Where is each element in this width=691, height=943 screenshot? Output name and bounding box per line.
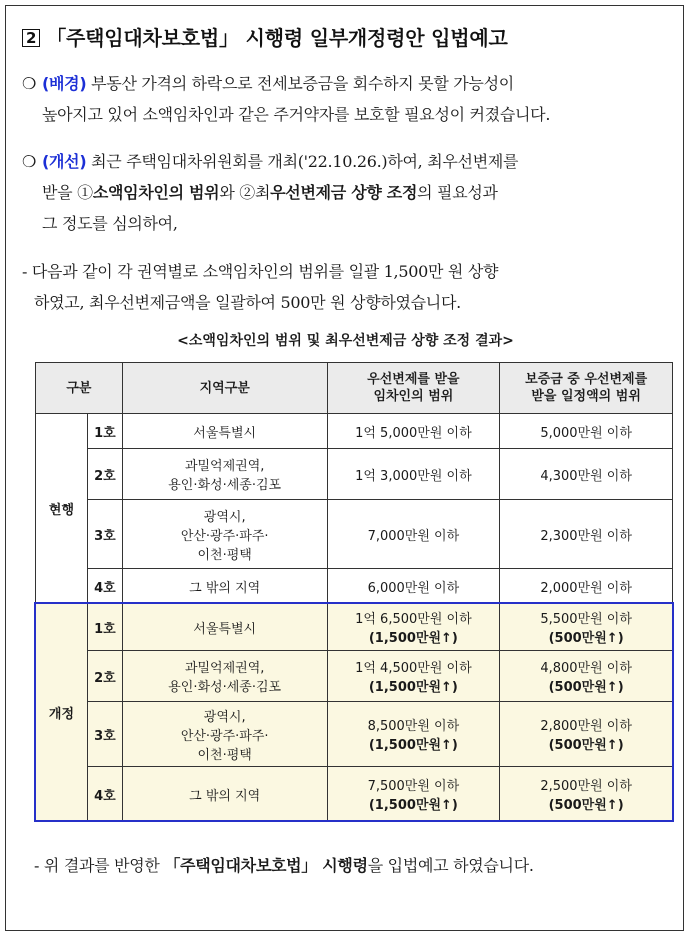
amount-increase: (500만원↑) (548, 631, 624, 646)
region-line: 서울특별시 (193, 621, 257, 637)
region-line: 이천·평택 (197, 747, 252, 763)
amount-cell (500, 702, 673, 767)
table-caption: <소액임차인의 범위 및 최우선변제금 상향 조정 결과> (177, 333, 514, 349)
row-number: 4호 (87, 569, 122, 604)
region-line: 안산·광주·파주· (180, 728, 269, 744)
amount-cell: 5,000만원 이하 (500, 414, 673, 449)
range-value: 1억 6,500만원 이하 (355, 612, 472, 627)
table-header-row (36, 363, 673, 414)
row-number: 3호 (87, 500, 122, 569)
conclusion-paragraph (22, 850, 672, 881)
header-range-line2: 임차인의 범위 (373, 389, 454, 404)
amount-value: 4,800만원 이하 (540, 661, 632, 676)
range-cell: 6,000만원 이하 (327, 569, 500, 604)
range-cell (327, 604, 500, 651)
improvement-text: 와 ②최 (219, 183, 271, 202)
improvement-bold-amount: 우선변제금 상향 조정 (270, 183, 418, 202)
section-number: 2 (22, 29, 40, 47)
adjustment-table (35, 362, 673, 822)
result-paragraph (22, 256, 672, 318)
range-cell (327, 651, 500, 702)
amount-value: 5,500만원 이하 (540, 612, 632, 627)
range-cell (327, 767, 500, 822)
range-cell (327, 702, 500, 767)
row-number: 1호 (87, 414, 122, 449)
region-line: 서울특별시 (193, 425, 257, 441)
header-amount-line2: 받을 일정액의 범위 (531, 389, 641, 404)
region-cell (122, 449, 327, 500)
range-increase: (1,500만원↑) (368, 680, 458, 695)
region-line: 그 밖의 지역 (189, 580, 261, 596)
row-number: 2호 (87, 651, 122, 702)
table-row (36, 702, 673, 767)
range-value: 8,500만원 이하 (367, 719, 460, 734)
amount-cell (500, 767, 673, 822)
bullet-circle-icon: ❍ (22, 152, 37, 171)
amount-cell (500, 604, 673, 651)
region-line: 그 밖의 지역 (189, 788, 261, 804)
range-cell: 1억 5,000만원 이하 (327, 414, 500, 449)
conclusion-text: 을 입법예고 하였습니다. (367, 856, 534, 875)
conclusion-text: - 위 결과를 반영한 (34, 856, 165, 875)
header-region: 지역구분 (122, 363, 327, 414)
region-line: 광역시, (203, 509, 246, 525)
amount-increase: (500만원↑) (548, 738, 624, 753)
improvement-paragraph (22, 146, 672, 239)
conclusion-law-name: 「주택임대차보호법」 시행령 (164, 856, 368, 875)
table-row (36, 604, 673, 651)
range-increase: (1,500만원↑) (368, 798, 458, 813)
region-line: 광역시, (203, 709, 246, 725)
amount-value: 2,500만원 이하 (540, 779, 632, 794)
region-cell (122, 702, 327, 767)
background-tag: (배경) (42, 74, 87, 93)
header-amount-line1: 보증금 중 우선변제를 (525, 372, 648, 387)
result-line2: 하였고, 최우선변제금액을 일괄하여 500만 원 상향하였습니다. (34, 293, 461, 312)
amount-increase: (500만원↑) (548, 680, 624, 695)
amount-increase: (500만원↑) (548, 798, 624, 813)
background-line1: 부동산 가격의 하락으로 전세보증금을 회수하지 못할 가능성이 (86, 74, 514, 93)
header-group: 구분 (36, 363, 123, 414)
amount-value: 2,800만원 이하 (540, 719, 632, 734)
improvement-text: 받을 ① (42, 183, 93, 202)
revised-group-label: 개정 (36, 604, 88, 822)
header-range (327, 363, 500, 414)
section-title-text: 「주택임대차보호법」 시행령 일부개정령안 입법예고 (46, 26, 508, 50)
range-increase: (1,500만원↑) (368, 738, 458, 753)
improvement-line1: 최근 주택임대차위원회를 개최('22.10.26.)하여, 최우선변제를 (86, 152, 519, 171)
amount-cell: 4,300만원 이하 (500, 449, 673, 500)
region-line: 안산·광주·파주· (180, 528, 269, 544)
region-line: 용인·화성·세종·김포 (168, 478, 282, 493)
range-value: 1억 4,500만원 이하 (355, 661, 472, 676)
amount-cell: 2,000만원 이하 (500, 569, 673, 604)
improvement-bold-scope: 소액임차인의 범위 (92, 183, 220, 202)
header-amount (500, 363, 673, 414)
current-group-label: 현행 (36, 414, 88, 604)
region-line: 과밀억제권역, (184, 459, 265, 474)
range-increase: (1,500만원↑) (368, 631, 458, 646)
region-cell (122, 767, 327, 822)
range-value: 7,500만원 이하 (367, 779, 460, 794)
region-cell (122, 651, 327, 702)
bullet-circle-icon: ❍ (22, 74, 37, 93)
row-number: 3호 (87, 702, 122, 767)
region-line: 이천·평택 (197, 547, 252, 563)
row-number: 1호 (87, 604, 122, 651)
improvement-line3: 그 정도를 심의하여, (42, 214, 178, 233)
section-title (22, 22, 508, 51)
table-row (36, 569, 673, 604)
header-range-line1: 우선변제를 받을 (367, 372, 460, 387)
row-number: 4호 (87, 767, 122, 822)
region-cell (122, 414, 327, 449)
table-row (36, 414, 673, 449)
result-line1: - 다음과 같이 각 권역별로 소액임차인의 범위를 일괄 1,500만 원 상향 (22, 262, 499, 281)
region-cell (122, 604, 327, 651)
improvement-line2 (22, 177, 672, 208)
table-row (36, 500, 673, 569)
background-line2: 높아지고 있어 소액임차인과 같은 주거약자를 보호할 필요성이 커졌습니다. (42, 105, 551, 124)
table-row (36, 651, 673, 702)
row-number: 2호 (87, 449, 122, 500)
table-row (36, 767, 673, 822)
region-line: 과밀억제권역, (184, 661, 265, 676)
region-cell (122, 569, 327, 604)
improvement-text: 의 필요성과 (417, 183, 498, 202)
table-row (36, 449, 673, 500)
region-line: 용인·화성·세종·김포 (168, 680, 282, 695)
region-cell (122, 500, 327, 569)
background-paragraph (22, 68, 672, 130)
range-cell: 7,000만원 이하 (327, 500, 500, 569)
improvement-tag: (개선) (42, 152, 87, 171)
range-cell: 1억 3,000만원 이하 (327, 449, 500, 500)
amount-cell (500, 651, 673, 702)
amount-cell: 2,300만원 이하 (500, 500, 673, 569)
